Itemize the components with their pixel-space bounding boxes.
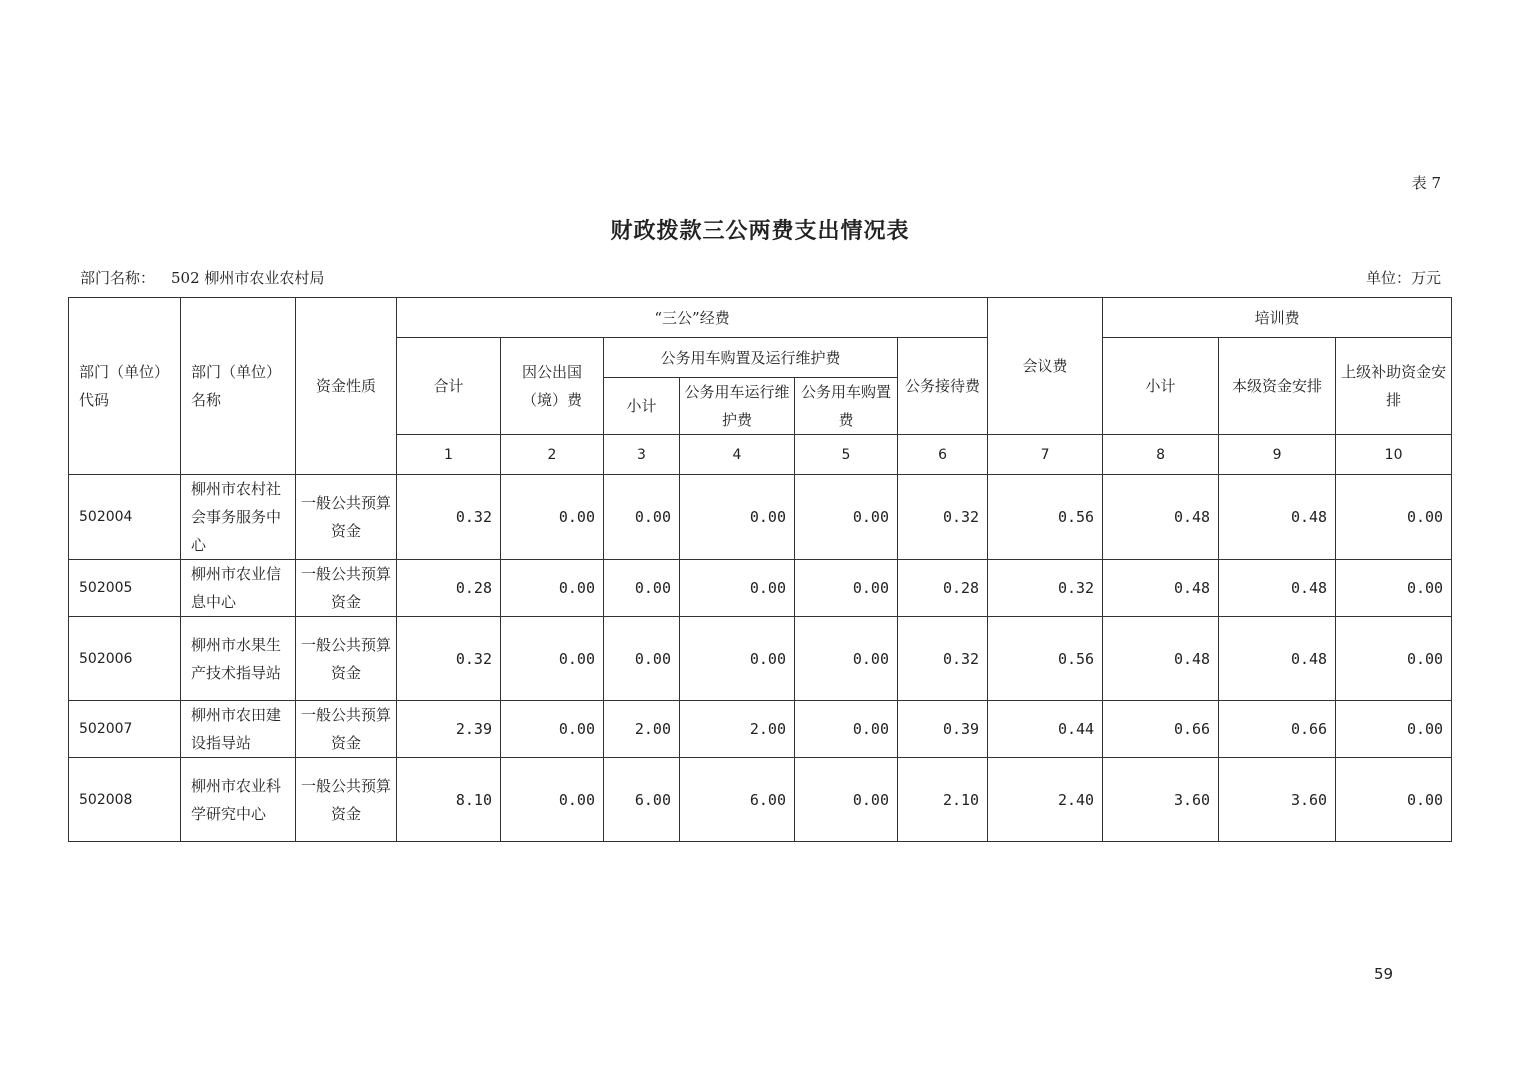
unit-name: 柳州市农业科学研究中心: [181, 758, 296, 842]
value-cell: 0.00: [501, 617, 604, 701]
value-cell: 0.00: [501, 758, 604, 842]
value-cell: 0.32: [397, 617, 501, 701]
value-cell: 6.00: [680, 758, 795, 842]
fund-nature: 一般公共预算资金: [296, 475, 397, 560]
value-cell: 0.00: [680, 617, 795, 701]
value-cell: 0.00: [604, 475, 680, 560]
value-cell: 6.00: [604, 758, 680, 842]
value-cell: 3.60: [1219, 758, 1336, 842]
value-cell: 0.32: [988, 560, 1103, 617]
unit-code: 502008: [69, 758, 181, 842]
value-cell: 0.44: [988, 701, 1103, 758]
header-reception: 公务接待费: [898, 338, 988, 435]
header-training-upper: 上级补助资金安排: [1336, 338, 1452, 435]
value-cell: 0.00: [795, 758, 898, 842]
unit-name: 柳州市农村社会事务服务中心: [181, 475, 296, 560]
value-cell: 0.48: [1103, 560, 1219, 617]
unit-code: 502007: [69, 701, 181, 758]
value-cell: 0.48: [1219, 617, 1336, 701]
fund-nature: 一般公共预算资金: [296, 617, 397, 701]
value-cell: 0.00: [680, 560, 795, 617]
table-row: [69, 758, 1452, 842]
unit-code: 502006: [69, 617, 181, 701]
expense-table: [68, 297, 1452, 842]
header-fund-nature: 资金性质: [296, 298, 397, 475]
value-cell: 0.32: [898, 617, 988, 701]
value-cell: 0.56: [988, 617, 1103, 701]
unit-code: 502005: [69, 560, 181, 617]
fund-nature: 一般公共预算资金: [296, 560, 397, 617]
column-number: 5: [795, 435, 898, 475]
value-cell: 0.00: [795, 560, 898, 617]
value-cell: 0.39: [898, 701, 988, 758]
table-row: [69, 701, 1452, 758]
value-cell: 0.00: [604, 617, 680, 701]
value-cell: 0.00: [795, 617, 898, 701]
unit-name: 柳州市农田建设指导站: [181, 701, 296, 758]
column-number: 8: [1103, 435, 1219, 475]
header-car-maintenance: 公务用车运行维护费: [680, 378, 795, 435]
header-car-subtotal: 小计: [604, 378, 680, 435]
table-row: [69, 560, 1452, 617]
value-cell: 0.00: [501, 475, 604, 560]
department-line: [80, 267, 324, 288]
value-cell: 0.48: [1219, 475, 1336, 560]
column-number: 10: [1336, 435, 1452, 475]
value-cell: 2.40: [988, 758, 1103, 842]
header-meeting: 会议费: [988, 298, 1103, 435]
value-cell: 0.00: [604, 560, 680, 617]
value-cell: 0.48: [1103, 475, 1219, 560]
value-cell: 0.56: [988, 475, 1103, 560]
value-cell: 0.00: [795, 475, 898, 560]
department-label: 部门名称：: [80, 269, 156, 287]
value-cell: 0.00: [1336, 560, 1452, 617]
header-sangong: “三公”经费: [397, 298, 988, 338]
header-training-subtotal: 小计: [1103, 338, 1219, 435]
page-number: 59: [1374, 965, 1394, 983]
value-cell: 0.00: [501, 560, 604, 617]
value-cell: 2.00: [604, 701, 680, 758]
header-car-group: 公务用车购置及运行维护费: [604, 338, 898, 378]
column-number: 3: [604, 435, 680, 475]
column-number: 1: [397, 435, 501, 475]
value-cell: 0.00: [795, 701, 898, 758]
column-number: 4: [680, 435, 795, 475]
column-number: 6: [898, 435, 988, 475]
table-row: [69, 617, 1452, 701]
table-row: [69, 475, 1452, 560]
header-training-local: 本级资金安排: [1219, 338, 1336, 435]
column-number: 9: [1219, 435, 1336, 475]
header-abroad: 因公出国（境）费: [501, 338, 604, 435]
column-number: 2: [501, 435, 604, 475]
document-title: 财政拨款三公两费支出情况表: [610, 218, 910, 244]
column-number: 7: [988, 435, 1103, 475]
value-cell: 0.00: [1336, 475, 1452, 560]
value-cell: 0.00: [680, 475, 795, 560]
value-cell: 2.39: [397, 701, 501, 758]
value-cell: 8.10: [397, 758, 501, 842]
unit-code: 502004: [69, 475, 181, 560]
value-cell: 0.00: [1336, 758, 1452, 842]
value-cell: 0.00: [1336, 701, 1452, 758]
value-cell: 0.48: [1103, 617, 1219, 701]
header-total: 合计: [397, 338, 501, 435]
header-car-purchase: 公务用车购置费: [795, 378, 898, 435]
value-cell: 0.28: [397, 560, 501, 617]
value-cell: 0.32: [397, 475, 501, 560]
value-cell: 0.48: [1219, 560, 1336, 617]
value-cell: 2.10: [898, 758, 988, 842]
value-cell: 3.60: [1103, 758, 1219, 842]
value-cell: 2.00: [680, 701, 795, 758]
value-cell: 0.66: [1103, 701, 1219, 758]
table-number: 表 7: [1411, 174, 1441, 192]
value-cell: 0.00: [1336, 617, 1452, 701]
header-training: 培训费: [1103, 298, 1452, 338]
value-cell: 0.32: [898, 475, 988, 560]
unit-name: 柳州市水果生产技术指导站: [181, 617, 296, 701]
header-dept-name: 部门（单位）名称: [181, 298, 296, 475]
unit-label: 单位：万元: [1365, 269, 1441, 287]
department-value: 502 柳州市农业农村局: [171, 269, 325, 287]
header-dept-code: 部门（单位）代码: [69, 298, 181, 475]
value-cell: 0.66: [1219, 701, 1336, 758]
fund-nature: 一般公共预算资金: [296, 701, 397, 758]
unit-name: 柳州市农业信息中心: [181, 560, 296, 617]
value-cell: 0.00: [501, 701, 604, 758]
fund-nature: 一般公共预算资金: [296, 758, 397, 842]
value-cell: 0.28: [898, 560, 988, 617]
